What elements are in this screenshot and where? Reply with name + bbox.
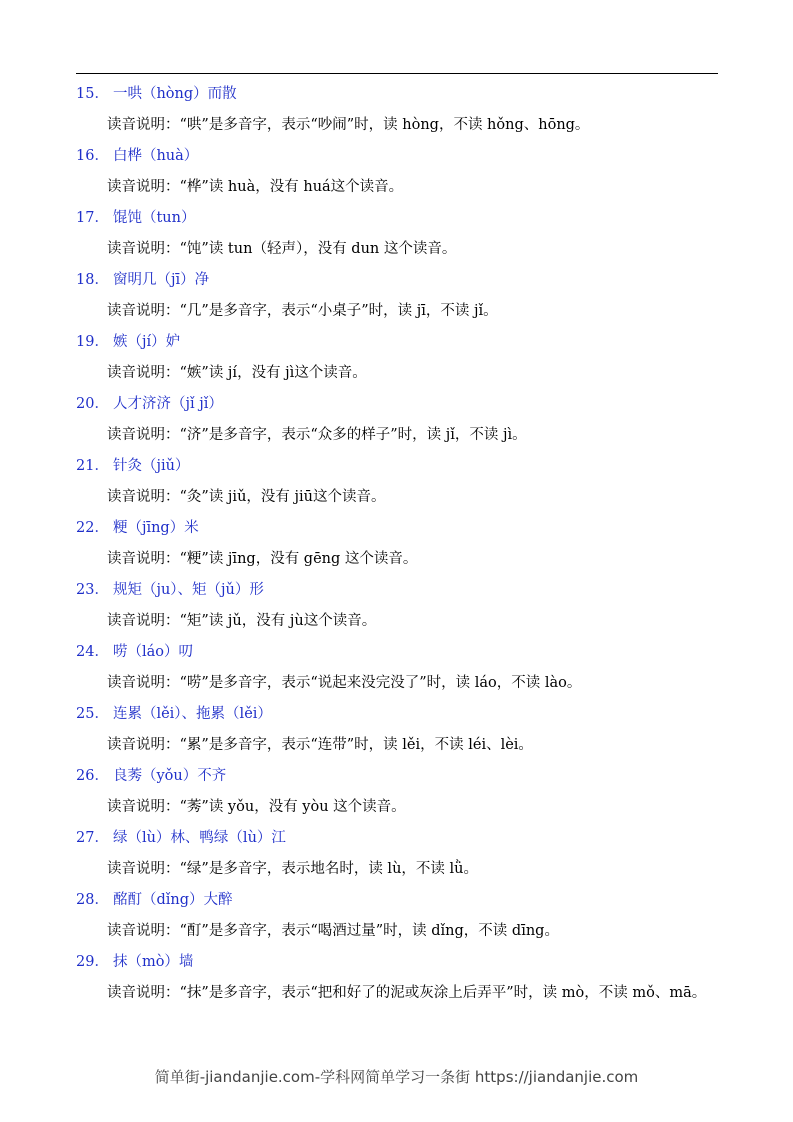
entry-19 — [0, 327, 793, 389]
entry-number: 29． — [76, 954, 109, 970]
entry-number: 28． — [76, 892, 109, 908]
entry-note: 读音说明：“矩”读 jǔ，没有 jù这个读音。 — [107, 613, 377, 629]
entry-number: 17． — [76, 210, 109, 226]
entry-number: 27． — [76, 830, 109, 846]
entry-29 — [0, 947, 793, 1009]
entry-number: 15． — [76, 86, 109, 102]
entry-heading — [0, 79, 793, 110]
entry-number: 24． — [76, 644, 109, 660]
entry-term: 针灸（jiǔ） — [112, 458, 190, 474]
entry-15 — [0, 79, 793, 141]
entry-heading — [0, 575, 793, 606]
entry-note: 读音说明：“唠”是多音字，表示“说起来没完没了”时，读 láo，不读 lào。 — [107, 675, 582, 691]
entry-term: 唠（láo）叨 — [112, 644, 193, 660]
entry-17 — [0, 203, 793, 265]
entry-27 — [0, 823, 793, 885]
entry-list — [0, 79, 793, 1009]
entry-24 — [0, 637, 793, 699]
entry-term: 连累（lěi）、拖累（lěi） — [112, 706, 272, 722]
entry-note: 读音说明：“绿”是多音字，表示地名时，读 lù，不读 lǜ。 — [107, 861, 478, 877]
entry-number: 18． — [76, 272, 109, 288]
entry-heading — [0, 389, 793, 420]
entry-term: 绿（lù）林、鸭绿（lù）江 — [112, 830, 286, 846]
entry-22 — [0, 513, 793, 575]
entry-heading — [0, 265, 793, 296]
entry-heading — [0, 947, 793, 978]
entry-note: 读音说明：“几”是多音字，表示“小桌子”时，读 jī，不读 jǐ。 — [107, 303, 498, 319]
entry-number: 22． — [76, 520, 109, 536]
header-rule — [76, 73, 718, 74]
entry-heading — [0, 141, 793, 172]
entry-term: 酩酊（dǐng）大醉 — [112, 892, 233, 908]
entry-term: 人才济济（jǐ jǐ） — [112, 396, 223, 412]
entry-term: 馄饨（tun） — [112, 210, 196, 226]
entry-16 — [0, 141, 793, 203]
entry-note: 读音说明：“莠”读 yǒu，没有 yòu 这个读音。 — [107, 799, 406, 815]
entry-heading — [0, 761, 793, 792]
entry-term: 白桦（huà） — [112, 148, 199, 164]
entry-number: 20． — [76, 396, 109, 412]
entry-note: 读音说明：“饨”读 tun（轻声），没有 dun 这个读音。 — [107, 241, 457, 257]
entry-heading — [0, 203, 793, 234]
entry-note: 读音说明：“抹”是多音字，表示“把和好了的泥或灰涂上后弄平”时，读 mò，不读 mǒ、mā。 — [107, 985, 707, 1001]
entry-28 — [0, 885, 793, 947]
entry-number: 26． — [76, 768, 109, 784]
entry-23 — [0, 575, 793, 637]
entry-heading — [0, 699, 793, 730]
entry-heading — [0, 885, 793, 916]
entry-20 — [0, 389, 793, 451]
entry-note: 读音说明：“桦”读 huà，没有 huá这个读音。 — [107, 179, 404, 195]
entry-number: 23． — [76, 582, 109, 598]
entry-heading — [0, 451, 793, 482]
entry-term: 良莠（yǒu）不齐 — [112, 768, 227, 784]
footer-watermark: 简单街-jiandanjie.com-学科网简单学习一条街 https://jiandanjie.com — [154, 1068, 639, 1086]
entry-number: 16． — [76, 148, 109, 164]
entry-term: 粳（jīng）米 — [112, 520, 199, 536]
entry-heading — [0, 823, 793, 854]
entry-note: 读音说明：“粳”读 jīng，没有 gēng 这个读音。 — [107, 551, 418, 567]
entry-heading — [0, 513, 793, 544]
entry-term: 一哄（hòng）而散 — [112, 86, 237, 102]
entry-18 — [0, 265, 793, 327]
entry-number: 25． — [76, 706, 109, 722]
entry-number: 21． — [76, 458, 109, 474]
entry-term: 规矩（ju）、矩（jǔ）形 — [112, 582, 264, 598]
entry-heading — [0, 327, 793, 358]
entry-term: 抹（mò）墙 — [112, 954, 194, 970]
entry-note: 读音说明：“灸”读 jiǔ，没有 jiū这个读音。 — [107, 489, 386, 505]
entry-number: 19． — [76, 334, 109, 350]
entry-26 — [0, 761, 793, 823]
entry-21 — [0, 451, 793, 513]
entry-term: 嫉（jí）妒 — [112, 334, 181, 350]
entry-note: 读音说明：“累”是多音字，表示“连带”时，读 lěi，不读 léi、lèi。 — [107, 737, 533, 753]
entry-note: 读音说明：“嫉”读 jí，没有 jì这个读音。 — [107, 365, 367, 381]
entry-note: 读音说明：“哄”是多音字，表示“吵闹”时，读 hòng，不读 hǒng、hōng。 — [107, 117, 590, 133]
entry-term: 窗明几（jī）净 — [112, 272, 210, 288]
entry-note: 读音说明：“济”是多音字，表示“众多的样子”时，读 jǐ，不读 jì。 — [107, 427, 527, 443]
entry-note: 读音说明：“酊”是多音字，表示“喝酒过量”时，读 dǐng，不读 dīng。 — [107, 923, 559, 939]
entry-heading — [0, 637, 793, 668]
entry-25 — [0, 699, 793, 761]
